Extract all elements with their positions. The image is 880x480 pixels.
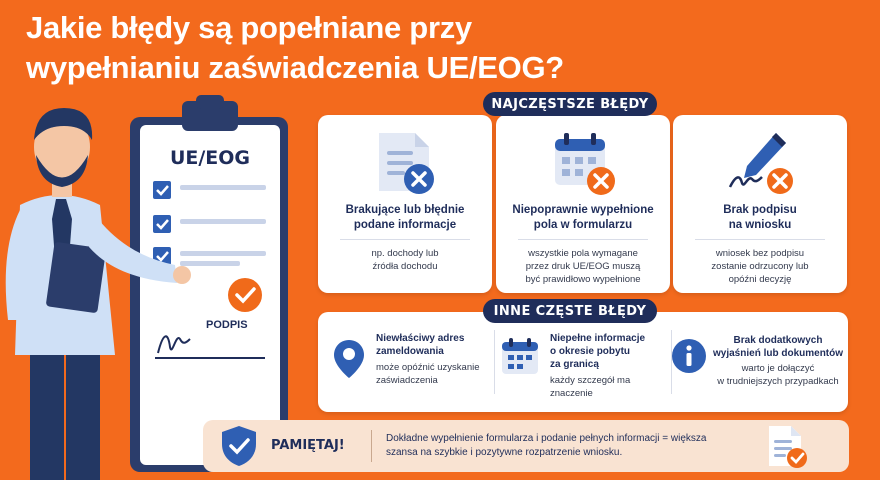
card-title-line: Brakujące lub błędnie	[345, 204, 465, 216]
card-desc-line: opóźni decyzję	[728, 274, 792, 285]
card-title	[504, 203, 662, 233]
signature-label: PODPIS	[206, 319, 248, 331]
shield-check-icon	[219, 424, 259, 468]
other-errors-panel	[318, 312, 848, 412]
item-title-line: o okresie pobytu	[550, 346, 631, 357]
info-icon	[671, 338, 707, 374]
item-title	[550, 332, 645, 371]
other-error-missing-documents	[671, 312, 848, 412]
error-card-missing-info	[318, 115, 492, 293]
card-title	[681, 203, 839, 233]
card-divider	[340, 239, 470, 240]
calendar-icon	[500, 336, 540, 376]
remember-text-line: szansa na szybkie i pozytywne rozpatrzenie wniosku.	[386, 447, 623, 458]
remember-text-line: Dokładne wypełnienie formularza i podanie pełnych informacji = większa	[386, 433, 707, 444]
title-line-2: wypełnianiu zaświadczenia UE/EOG?	[26, 50, 564, 85]
item-title-line: Niewłaściwy adres	[376, 333, 465, 344]
card-desc-line: zostanie odrzucony lub	[711, 261, 809, 272]
card-title-line: Niepoprawnie wypełnione	[512, 204, 654, 216]
item-title-line: Brak dodatkowych	[733, 335, 823, 346]
item-description	[376, 361, 480, 387]
common-errors-header: NAJCZĘSTSZE BŁĘDY	[483, 92, 657, 116]
other-errors-header: INNE CZĘSTE BŁĘDY	[483, 299, 657, 323]
item-title-line: Niepełne informacje	[550, 333, 646, 344]
other-error-incomplete-stay-info	[494, 312, 670, 412]
item-title	[376, 332, 464, 358]
item-description	[713, 362, 843, 388]
calendar-x-icon	[547, 127, 619, 199]
item-desc-line: każdy szczegół ma	[550, 375, 631, 386]
card-title-line: Brak podpisu	[723, 204, 797, 216]
card-title-line: na wniosku	[728, 219, 792, 231]
item-title	[713, 334, 843, 360]
card-description	[683, 247, 837, 286]
card-divider	[518, 239, 648, 240]
card-divider	[695, 239, 825, 240]
card-title-line: pola w formularzu	[533, 219, 633, 231]
card-description	[328, 247, 482, 273]
item-title-line: zameldowania	[376, 346, 444, 357]
item-desc-line: zaświadczenia	[376, 375, 438, 386]
card-desc-line: być prawidłowo wypełnione	[525, 274, 641, 285]
clipboard-heading: UE/EOG	[169, 147, 251, 169]
card-desc-line: np. dochody lub	[371, 248, 439, 259]
card-desc-line: przez druk UE/EOG muszą	[525, 261, 641, 272]
item-desc-line: może opóźnić uzyskanie	[376, 362, 480, 373]
pen-x-icon	[724, 127, 796, 199]
item-description	[550, 374, 630, 400]
card-desc-line: wniosek bez podpisu	[715, 248, 805, 259]
document-check-icon	[761, 422, 809, 470]
document-x-icon	[369, 127, 441, 199]
location-pin-icon	[332, 338, 366, 380]
item-desc-line: w trudniejszych przypadkach	[717, 376, 839, 387]
title-line-1: Jakie błędy są popełniane przy	[26, 10, 472, 45]
card-title	[326, 203, 484, 233]
card-desc-line: wszystkie pola wymagane	[528, 248, 638, 259]
error-card-no-signature	[673, 115, 847, 293]
remember-banner	[203, 420, 849, 472]
other-error-wrong-address	[318, 312, 493, 412]
error-card-incorrect-fields	[496, 115, 670, 293]
page-title	[26, 8, 666, 88]
card-title-line: podane informacje	[353, 219, 457, 231]
remember-divider	[371, 430, 372, 462]
remember-label: PAMIĘTAJ!	[271, 438, 345, 453]
item-title-line: za granicą	[550, 359, 599, 370]
card-description	[506, 247, 660, 286]
card-desc-line: źródła dochodu	[372, 261, 438, 272]
item-title-line: wyjaśnień lub dokumentów	[713, 348, 844, 359]
item-desc-line: warto je dołączyć	[741, 363, 815, 374]
item-desc-line: znaczenie	[550, 388, 593, 399]
remember-text	[386, 432, 766, 460]
